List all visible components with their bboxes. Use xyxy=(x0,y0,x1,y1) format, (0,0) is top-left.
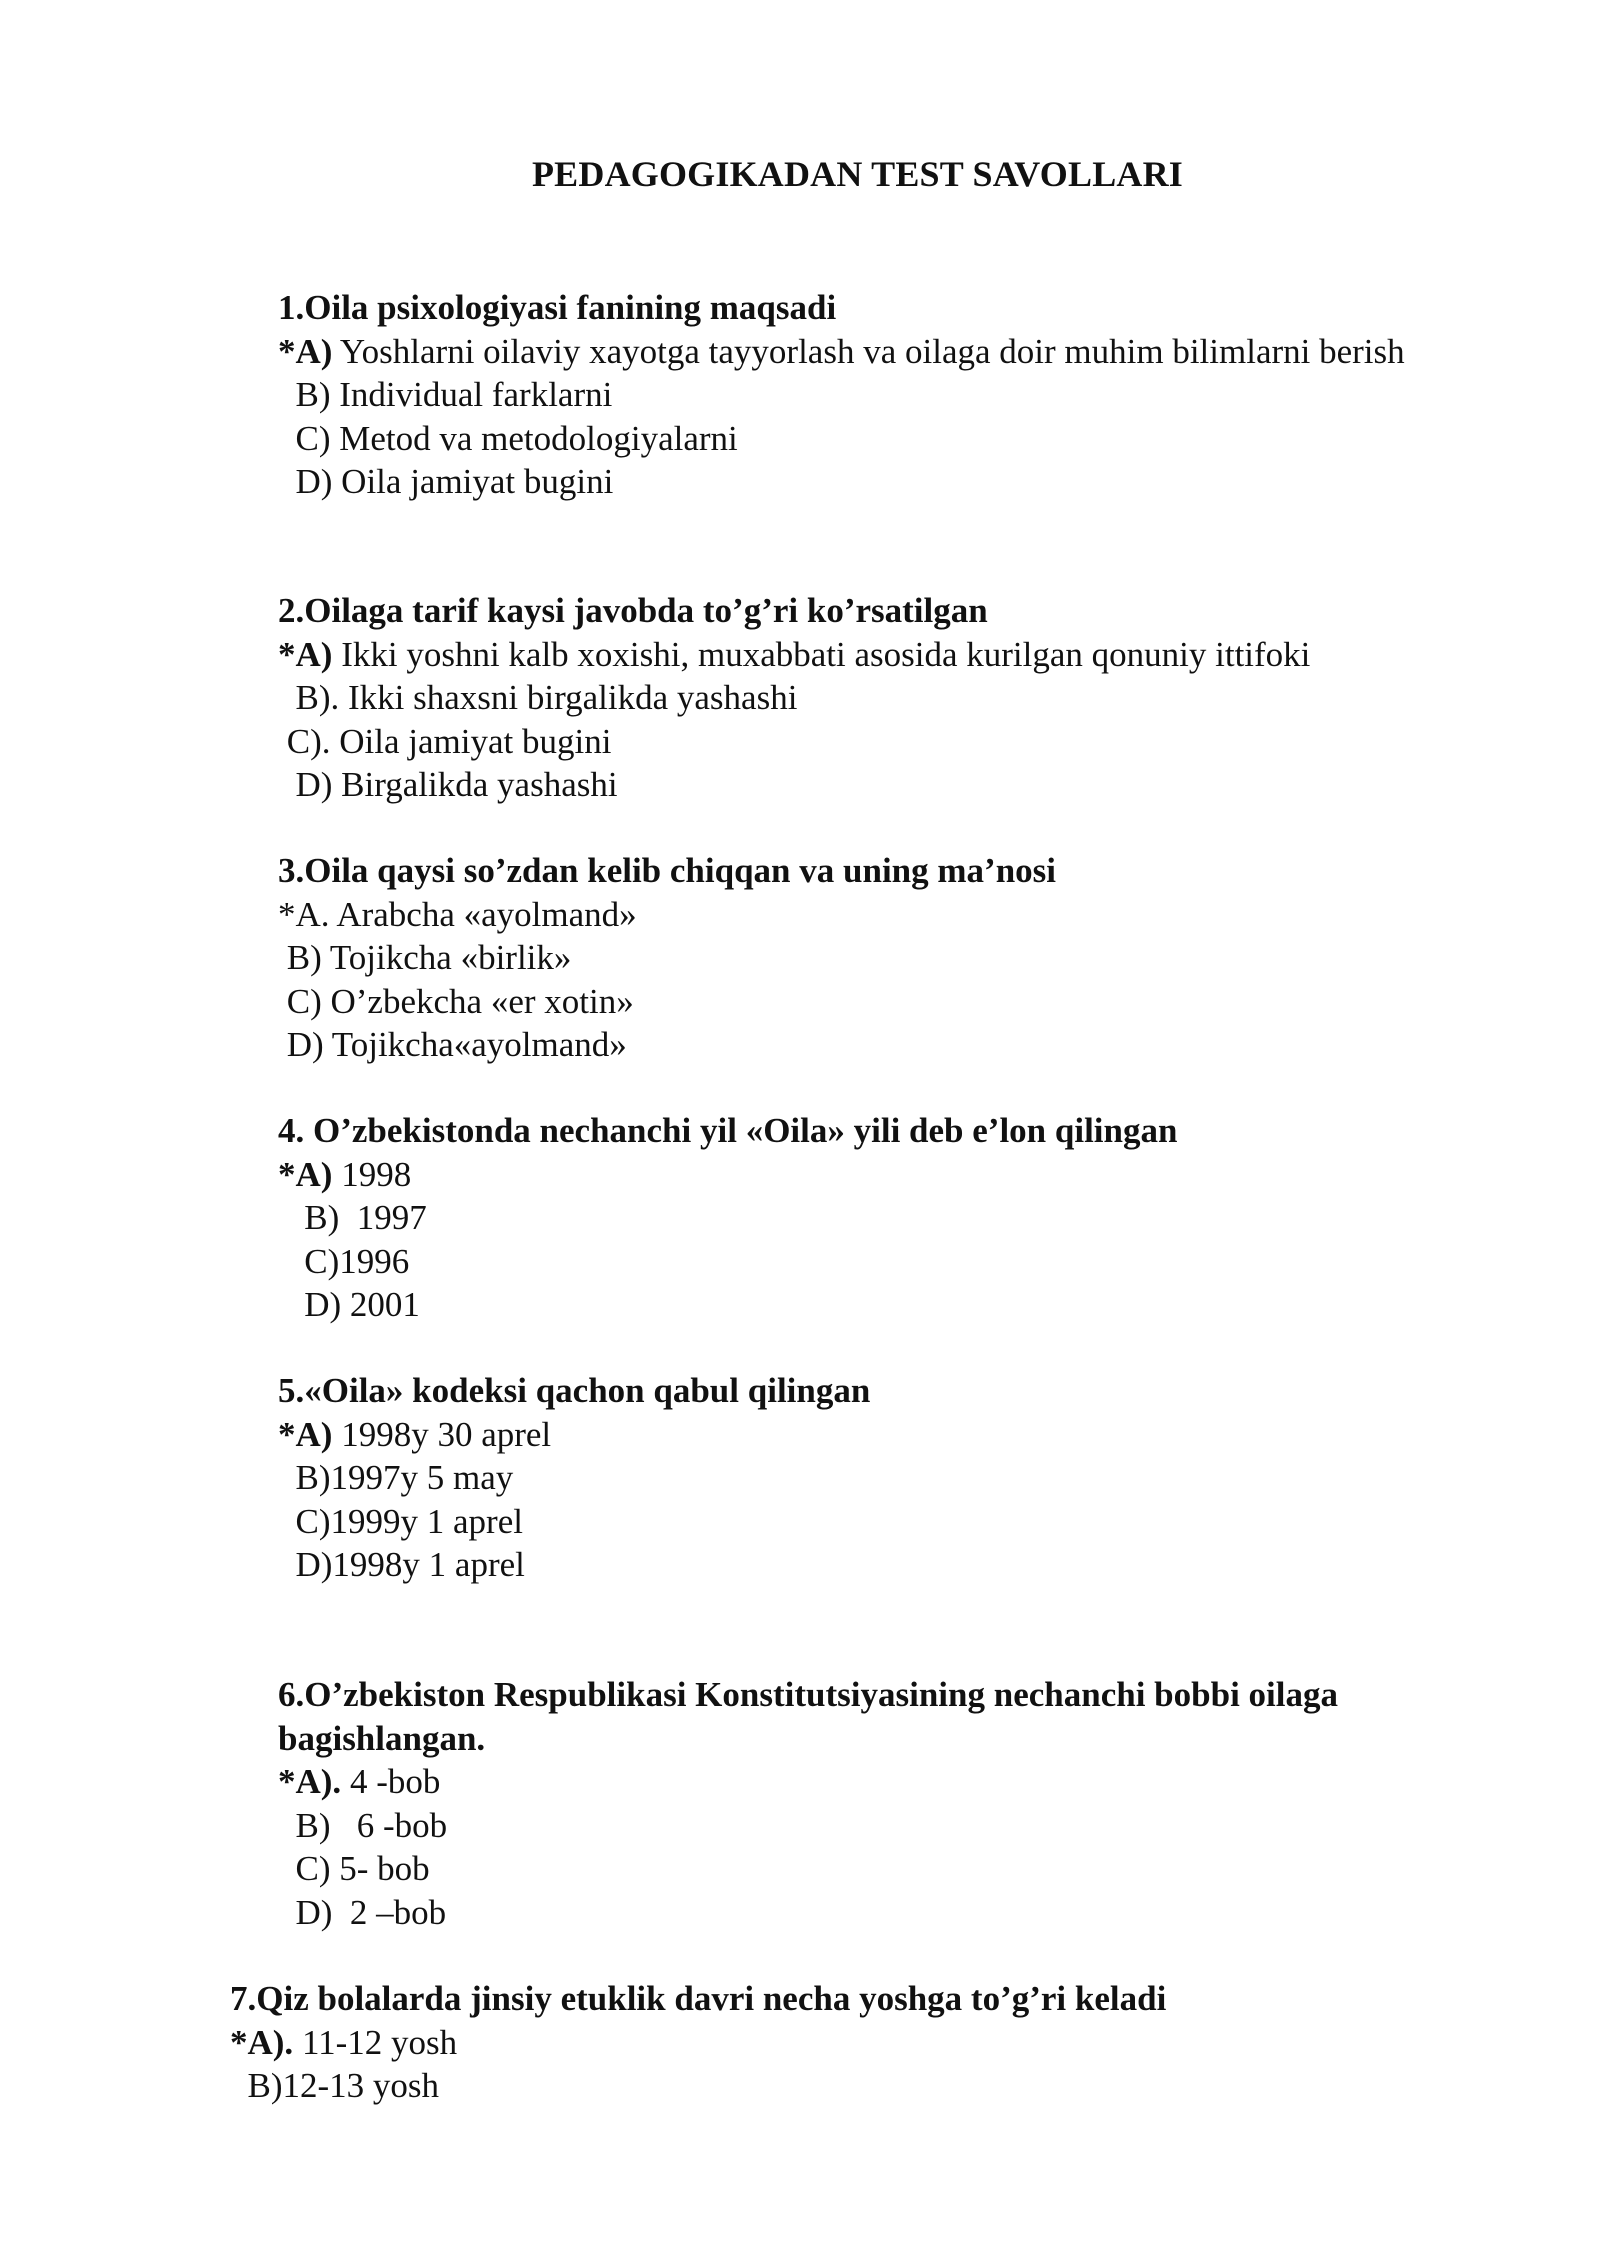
answer-mark: *A). xyxy=(278,1762,342,1801)
correct-answer xyxy=(230,2021,1480,2065)
correct-answer xyxy=(278,1153,1458,1197)
option-d: D) Tojikcha«ayolmand» xyxy=(278,1025,627,1064)
question-stem: 2.Oilaga tarif kaysi javobda to’g’ri ko’rsatilgan xyxy=(278,591,988,630)
question-7 xyxy=(230,1977,1480,2108)
question-4 xyxy=(278,1109,1458,1327)
option-b: B) Individual farklarni xyxy=(278,375,613,414)
question-1 xyxy=(278,286,1458,504)
answer-text: 1998y 30 aprel xyxy=(332,1414,552,1454)
option-b: B) Tojikcha «birlik» xyxy=(278,938,572,977)
option-c: C) 5- bob xyxy=(278,1849,430,1888)
question-stem: 7.Qiz bolalarda jinsiy etuklik davri necha yoshga to’g’ri keladi xyxy=(230,1979,1167,2018)
answer-text: Yoshlarni oilaviy xayotga tayyorlash va oilaga doir muhim bilimlarni berish xyxy=(332,331,1405,371)
answer-text: 4 -bob xyxy=(341,1762,441,1801)
question-stem: 6.O’zbekiston Respublikasi Konstitutsiyasining nechanchi bobbi oilaga bagishlangan. xyxy=(278,1675,1338,1758)
correct-answer xyxy=(278,330,1458,374)
option-b: B)1997y 5 may xyxy=(278,1458,514,1497)
question-5 xyxy=(278,1369,1458,1587)
option-d: D) Birgalikda yashashi xyxy=(278,765,618,804)
option-b: B). Ikki shaxsni birgalikda yashashi xyxy=(278,678,798,717)
option-b: B) 1997 xyxy=(278,1198,427,1237)
question-stem: 4. O’zbekistonda nechanchi yil «Oila» yili deb e’lon qilingan xyxy=(278,1111,1178,1150)
option-c: C)1999y 1 aprel xyxy=(278,1501,523,1541)
option-d: D) 2001 xyxy=(278,1285,420,1324)
document-title: PEDAGOGIKADAN TEST SAVOLLARI xyxy=(531,154,1184,194)
answer-mark: *A). xyxy=(230,2022,294,2062)
correct-answer xyxy=(278,1413,1458,1457)
question-6 xyxy=(278,1673,1448,1934)
option-d: D)1998y 1 aprel xyxy=(278,1545,525,1584)
answer-text: Ikki yoshni kalb xoxishi, muxabbati asosida kurilgan qonuniy ittifoki xyxy=(332,634,1311,674)
correct-answer xyxy=(278,1760,1448,1804)
option-d: D) Oila jamiyat bugini xyxy=(278,462,614,501)
option-b: B)12-13 yosh xyxy=(230,2066,440,2105)
answer-mark: *A) xyxy=(278,1414,333,1454)
question-stem: 1.Oila psixologiyasi fanining maqsadi xyxy=(278,288,837,327)
correct-answer xyxy=(278,633,1458,677)
answer-mark: *A) xyxy=(278,1154,333,1194)
correct-answer xyxy=(278,893,1458,937)
question-3 xyxy=(278,849,1458,1067)
option-c: C) O’zbekcha «er xotin» xyxy=(278,981,634,1021)
option-d: D) 2 –bob xyxy=(278,1892,447,1932)
question-stem: 3.Oila qaysi so’zdan kelib chiqqan va uning ma’nosi xyxy=(278,851,1056,890)
answer-text: 1998 xyxy=(332,1154,412,1194)
option-c: C). Oila jamiyat bugini xyxy=(278,721,612,761)
option-b: B) 6 -bob xyxy=(278,1805,448,1845)
option-c: C)1996 xyxy=(278,1241,410,1281)
question-stem: 5.«Oila» kodeksi qachon qabul qilingan xyxy=(278,1371,871,1410)
answer-mark: *A) xyxy=(278,634,333,674)
option-c: C) Metod va metodologiyalarni xyxy=(278,418,738,458)
question-2 xyxy=(278,589,1458,807)
answer-text: 11-12 yosh xyxy=(293,2022,458,2062)
answer-text: *A. Arabcha «ayolmand» xyxy=(278,894,637,934)
answer-mark: *A) xyxy=(278,331,333,371)
